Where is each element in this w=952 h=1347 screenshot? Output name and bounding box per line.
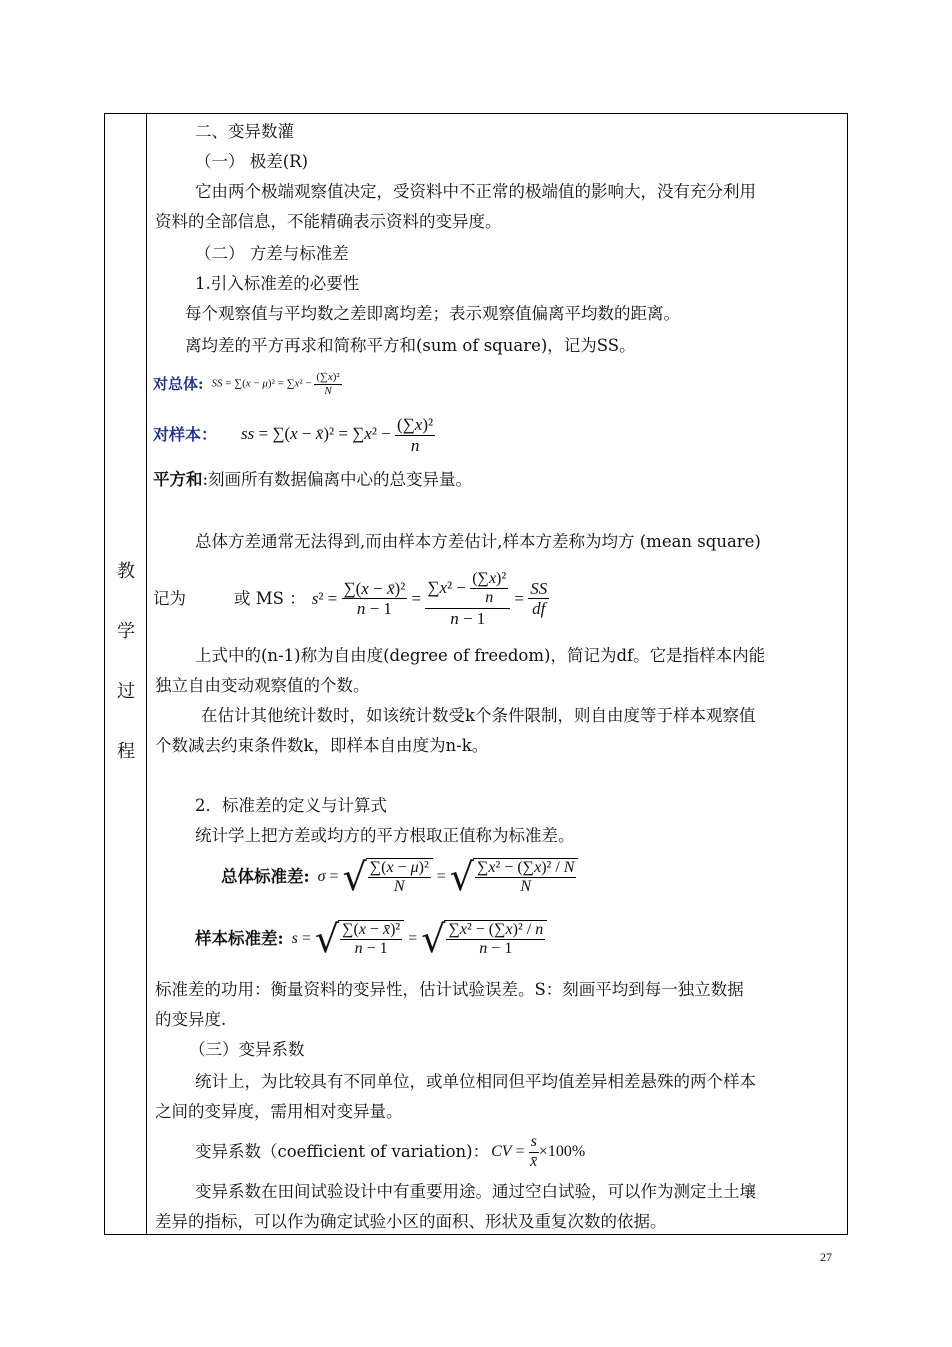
denoted-label: 记为 — [153, 589, 186, 608]
population-ss-formula — [153, 364, 342, 404]
variance-equation: s ² = ∑(x − x̄)² n − 1 = ∑x² − $\frac{\text{(∑x)²}}{n}$ n − 1 = SS df — [311, 569, 548, 628]
paragraph-line: 上式中的(n-1)称为自由度(degree of freedom)，简记为df。它是指样本内能 — [195, 646, 766, 665]
ss-definition — [153, 470, 472, 490]
or-ms-label: 或 MS ： — [234, 589, 306, 608]
cv-formula — [195, 1130, 585, 1174]
paragraph-line: 离均差的平方再求和简称平方和(sum of square)，记为SS。 — [185, 336, 636, 355]
population-sd-label: 总体标准差: — [221, 867, 310, 886]
paragraph-line: 在估计其他统计数时，如该统计数受k个条件限制，则自由度等于样本观察值 — [201, 706, 756, 725]
paragraph-line: 统计上，为比较具有不同单位，或单位相同但平均值差异相差悬殊的两个样本 — [195, 1072, 756, 1091]
side-char-2: 学 — [117, 621, 135, 642]
ss-description: :刻画所有数据偏离中心的总变异量。 — [202, 470, 473, 489]
lesson-table — [104, 113, 848, 1235]
paragraph-line: 总体方差通常无法得到,而由样本方差估计,样本方差称为均方 (mean square) — [195, 532, 761, 551]
variance-formula — [153, 560, 549, 638]
sample-sd-label: 样本标准差: — [195, 929, 284, 948]
paragraph-line: 统计学上把方差或均方的平方根取正值称为标准差。 — [195, 826, 575, 845]
item-heading: 2．标准差的定义与计算式 — [195, 796, 387, 815]
section-heading: 二、变异数灌 — [195, 122, 294, 141]
paragraph-line: 资料的全部信息，不能精确表示资料的变异度。 — [155, 212, 502, 231]
content-column — [147, 114, 847, 1234]
paragraph-line: 每个观察值与平均数之差即离均差；表示观察值偏离平均数的距离。 — [185, 304, 680, 323]
side-char-3: 过 — [117, 681, 135, 702]
subsection-cv: （三）变异系数 — [189, 1040, 305, 1059]
paragraph-line: 标准差的功用：衡量资料的变异性，估计试验误差。S：刻画平均到每一独立数据 — [155, 980, 744, 999]
sample-ss-equation: ss = ∑(x − x̄)² = ∑x² − $\frac{\text{(∑x)²}}{n}$ — [241, 414, 434, 455]
sample-ss-formula — [153, 412, 435, 458]
cv-label: 变异系数（coefficient of variation)： — [195, 1142, 490, 1161]
sample-sd-equation: s = √ $\frac{\text{∑(x − x̄)²}}{n - 1}$ = √ $\frac{\text{∑x² − (∑x)² / n}}{n - 1}$ — [292, 920, 548, 959]
sample-label: 对样本： — [153, 425, 218, 444]
population-label: 对总体: — [153, 375, 204, 393]
side-column — [105, 114, 147, 1234]
subsection-variance: （二） 方差与标准差 — [195, 244, 349, 263]
population-sd-equation: σ = √ $\frac{\text{∑(x − μ)²}}{N}$ = √ $\frac{\text{∑x² − (∑x)² / N}}{N}$ — [318, 858, 579, 897]
paragraph-line: 的变异度. — [155, 1010, 227, 1029]
sample-sd-formula — [195, 912, 547, 966]
paragraph-line: 变异系数在田间试验设计中有重要用途。通过空白试验，可以作为测定土土壤 — [195, 1182, 756, 1201]
item-heading: 1.引入标准差的必要性 — [195, 274, 360, 293]
subsection-range: （一） 极差(R) — [195, 152, 309, 171]
paragraph-line: 个数减去约束条件数k，即样本自由度为n-k。 — [155, 736, 489, 755]
cv-equation: CV = s x̄ ×100% — [491, 1133, 586, 1170]
page-number: 27 — [820, 1250, 832, 1264]
paragraph-line: 差异的指标，可以作为确定试验小区的面积、形状及重复次数的依据。 — [155, 1212, 667, 1231]
paragraph-line: 独立自由变动观察值的个数。 — [155, 676, 370, 695]
population-sd-formula — [221, 852, 578, 902]
paragraph-line: 之间的变异度，需用相对变异量。 — [155, 1102, 403, 1121]
side-char-1: 教 — [117, 561, 135, 582]
paragraph-line: 它由两个极端观察值决定，受资料中不正常的极端值的影响大，没有充分利用 — [195, 182, 756, 201]
population-ss-equation: SS = ∑(x − μ)² = ∑x² − $\frac{\text{(∑x)²}}{N}$ — [211, 370, 340, 397]
ss-term: 平方和 — [153, 470, 203, 489]
side-char-4: 程 — [117, 741, 135, 762]
